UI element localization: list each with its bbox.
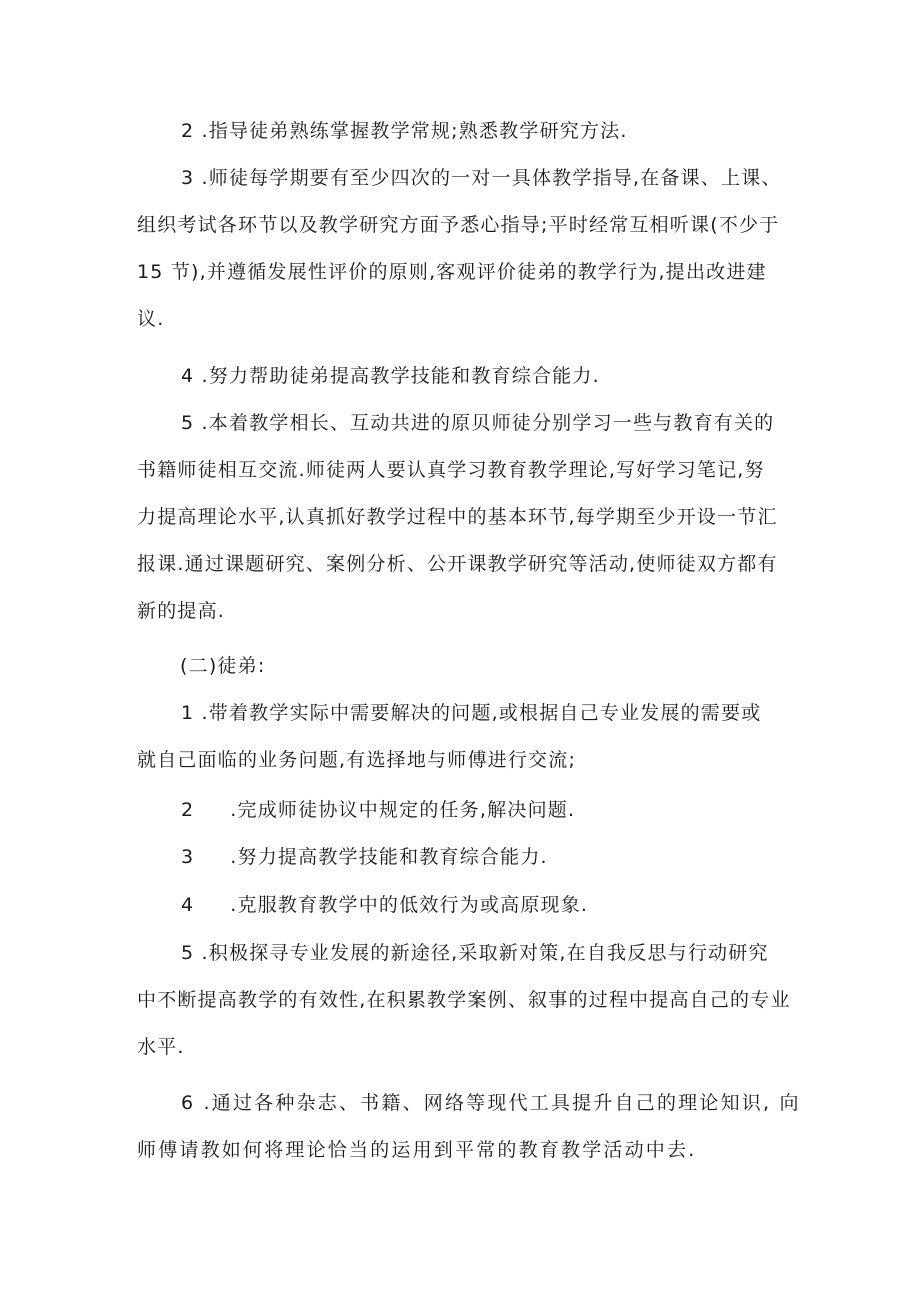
- item-number: 4: [181, 894, 195, 916]
- apprentice-item-3: [137, 834, 787, 881]
- text-line: 新的提高.: [137, 600, 226, 622]
- text-line: 师傅请教如何将理论恰当的运用到平常的教育教学活动中去.: [137, 1139, 697, 1161]
- mentor-item-2: [137, 108, 787, 155]
- text-line: 6 .通过各种杂志、书籍、网络等现代工具提升自己的理论知识, 向: [181, 1092, 801, 1114]
- text-line: [137, 882, 787, 929]
- item-text: .完成师徒协议中规定的任务,解决问题.: [230, 799, 576, 821]
- text-line: 4 .努力帮助徒弟提高教学技能和教育综合能力.: [181, 365, 600, 387]
- item-text: .努力提高教学技能和教育综合能力.: [230, 846, 548, 868]
- apprentice-item-4: [137, 882, 787, 929]
- mentor-item-3: [137, 155, 787, 343]
- text-line: 15 节),并遵循发展性评价的原则,客观评价徒弟的教学行为,提出改进建: [137, 261, 767, 283]
- text-line: 中不断提高教学的有效性,在积累教学案例、叙事的过程中提高自己的专业: [137, 989, 791, 1011]
- text-line: 5 .本着教学相长、互动共进的原贝师徒分别学习一些与教育有关的: [181, 412, 775, 434]
- text-line: 3 .师徒每学期要有至少四次的一对一具体教学指导,在备课、上课、: [181, 167, 782, 189]
- text-line: 1 .带着教学实际中需要解决的问题,或根据自己专业发展的需要或: [181, 702, 762, 724]
- apprentice-item-1: [137, 690, 787, 784]
- text-line: [137, 834, 787, 881]
- text-line: 水平.: [137, 1036, 185, 1058]
- apprentice-item-6: [137, 1080, 801, 1174]
- item-number: 2: [181, 799, 195, 821]
- mentor-item-5: [137, 400, 787, 635]
- text-line: 书籍师徒相互交流.师徒两人要认真学习教育教学理论,写好学习笔记,努: [137, 459, 765, 481]
- text-line: 力提高理论水平,认真抓好教学过程中的基本环节,每学期至少开设一节汇: [137, 506, 778, 528]
- text-line: 5 .积极探寻专业发展的新途径,采取新对策,在自我反思与行动研究: [181, 942, 769, 964]
- item-number: 3: [181, 846, 195, 868]
- text-line: 就自己面临的业务问题,有选择地与师傅进行交流;: [137, 749, 577, 771]
- apprentice-item-5: [137, 930, 791, 1071]
- section-heading-apprentice: [180, 643, 265, 690]
- apprentice-item-2: [137, 787, 787, 834]
- text-line: 报课.通过课题研究、案例分析、公开课教学研究等活动,使师徒双方都有: [137, 553, 778, 575]
- text-line: [137, 787, 787, 834]
- text-line: 2 .指导徒弟熟练掌握教学常规;熟悉教学研究方法.: [181, 120, 628, 142]
- heading-text: (二)徒弟:: [180, 655, 266, 677]
- text-line: 议.: [137, 308, 165, 330]
- mentor-item-4: [137, 353, 787, 400]
- item-text: .克服教育教学中的低效行为或高原现象.: [230, 894, 589, 916]
- text-line: 组织考试各环节以及教学研究方面予悉心指导;平时经常互相听课(不少于: [137, 214, 780, 236]
